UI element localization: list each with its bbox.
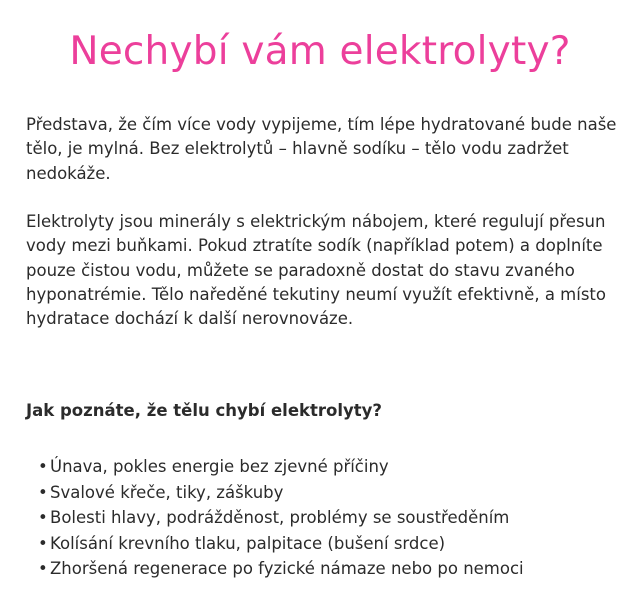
list-item	[38, 505, 628, 531]
bullet-icon: •	[38, 533, 48, 553]
list-item-text: Zhoršená regenerace po fyzické námaze nebo po nemoci	[50, 559, 524, 578]
list-item-text: Únava, pokles energie bez zjevné příčiny	[50, 457, 389, 476]
bullet-icon: •	[38, 559, 48, 578]
list-item	[38, 556, 628, 582]
bullet-icon: •	[38, 482, 48, 502]
intro-paragraph: Představa, že čím více vody vypijeme, tím lépe hydratované bude naše tělo, je mylná. Bez elektrolytů – hlavně sodíku – tělo vodu zadržet nedokáže.	[26, 115, 617, 183]
list-item-text: Svalové křeče, tiky, záškuby	[50, 482, 284, 502]
list-item-text: Kolísání krevního tlaku, palpitace (bušení srdce)	[50, 533, 446, 553]
symptoms-list	[38, 454, 628, 582]
bullet-icon: •	[38, 508, 48, 527]
article-title: Nechybí vám elektrolyty?	[69, 29, 571, 74]
bullet-icon: •	[38, 457, 48, 476]
list-item	[38, 531, 628, 557]
list-item-text: Bolesti hlavy, podrážděnost, problémy se soustředěním	[50, 508, 510, 527]
list-item	[38, 454, 628, 480]
list-item	[38, 480, 628, 506]
symptoms-heading: Jak poznáte, že tělu chybí elektrolyty?	[26, 401, 382, 420]
explanation-paragraph: Elektrolyty jsou minerály s elektrickým nábojem, které regulují přesun vody mezi buňkami. Pokud ztratíte sodík (například potem) a doplníte pouze čistou vodu, můžete se paradoxně dostat do stavu zvaného hyponatrémie. Tělo naředěné tekutiny neumí využít efektivně, a místo hydratace dochází k další nerovnováze.	[26, 212, 606, 329]
